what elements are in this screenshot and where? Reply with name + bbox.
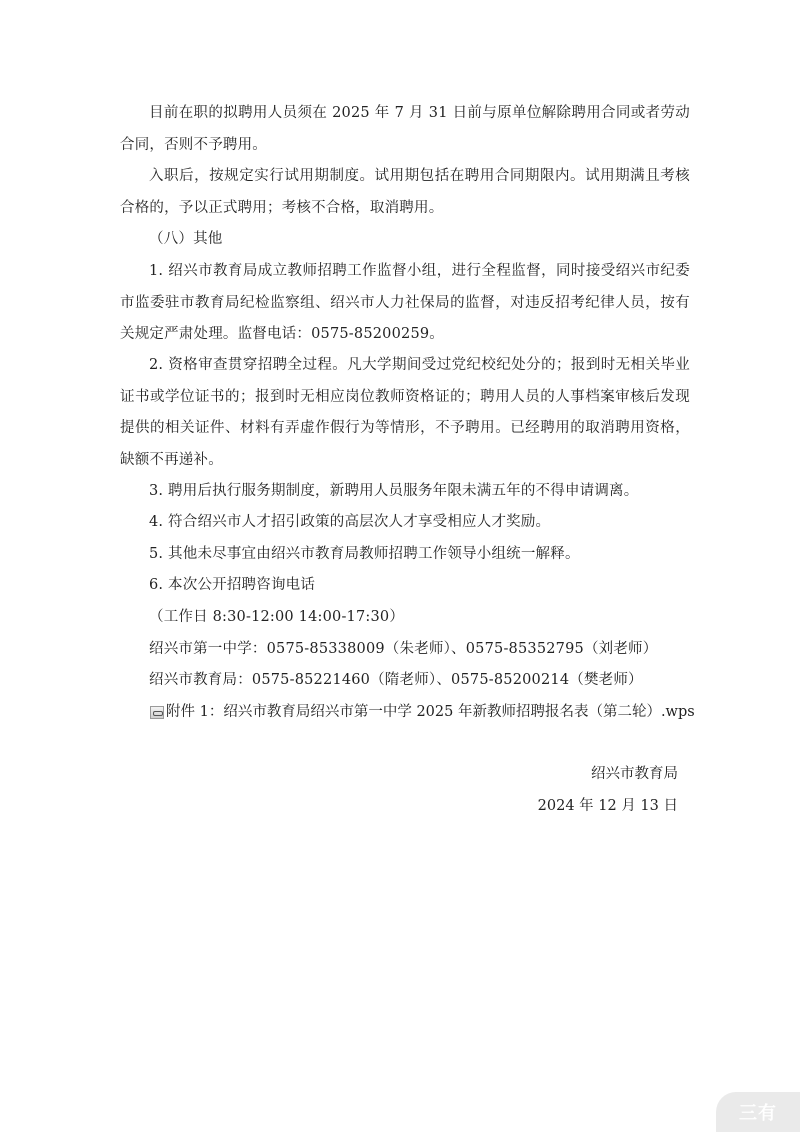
contact-first-middle-school: 绍兴市第一中学：0575-85338009（朱老师）、0575-85352795（刘老师） [149,641,658,657]
paragraph-employment-termination: 目前在职的拟聘用人员须在 2025 年 7 月 31 日前与原单位解除聘用合同或者劳动合同，否则不予聘用。 [120,105,690,153]
list-item-consult-phone: 6. 本次公开招聘咨询电话 [149,577,316,593]
list-item-supervision: 1. 绍兴市教育局成立教师招聘工作监督小组，进行全程监督，同时接受绍兴市纪委市监委驻市教育局纪检监察组、绍兴市人力社保局的监督，对违反招考纪律人员，按有关规定严肃处理。监督电话：0575-85200259。 [120,263,690,342]
attachment-label: 附件 1：绍兴市教育局绍兴市第一中学 2025 年新教师招聘报名表（第二轮）.wps [166,704,695,720]
list-item-talent-reward: 4. 符合绍兴市人才招引政策的高层次人才享受相应人才奖励。 [149,514,551,530]
list-item-qualification-review: 2. 资格审查贯穿招聘全过程。凡大学期间受过党纪校纪处分的；报到时无相关毕业证书或学位证书的；报到时无相应岗位教师资格证的；聘用人员的人事档案审核后发现提供的相关证件、材料有弄虚作假行为等情形，不予聘用。已经聘用的取消聘用资格，缺额不再递补。 [120,357,690,468]
floating-app-badge[interactable]: 三有 [716,1092,800,1132]
list-item-interpretation: 5. 其他未尽事宜由绍兴市教育局教师招聘工作领导小组统一解释。 [149,546,580,562]
attachment-link[interactable] [150,697,695,728]
list-item-service-period: 3. 聘用后执行服务期制度，新聘用人员服务年限未满五年的不得申请调离。 [149,483,639,499]
signature-date: 2024 年 12 月 13 日 [537,798,678,814]
attachment-icon [150,706,164,719]
contact-education-bureau: 绍兴市教育局：0575-85221460（隋老师）、0575-85200214（樊老师） [149,672,643,688]
section-heading-other: （八）其他 [149,231,223,247]
signature-org: 绍兴市教育局 [591,766,678,782]
paragraph-probation: 入职后，按规定实行试用期制度。试用期包括在聘用合同期限内。试用期满且考核合格的，予以正式聘用；考核不合格，取消聘用。 [120,168,690,216]
working-hours: （工作日 8:30-12:00 14:00-17:30） [149,609,405,625]
